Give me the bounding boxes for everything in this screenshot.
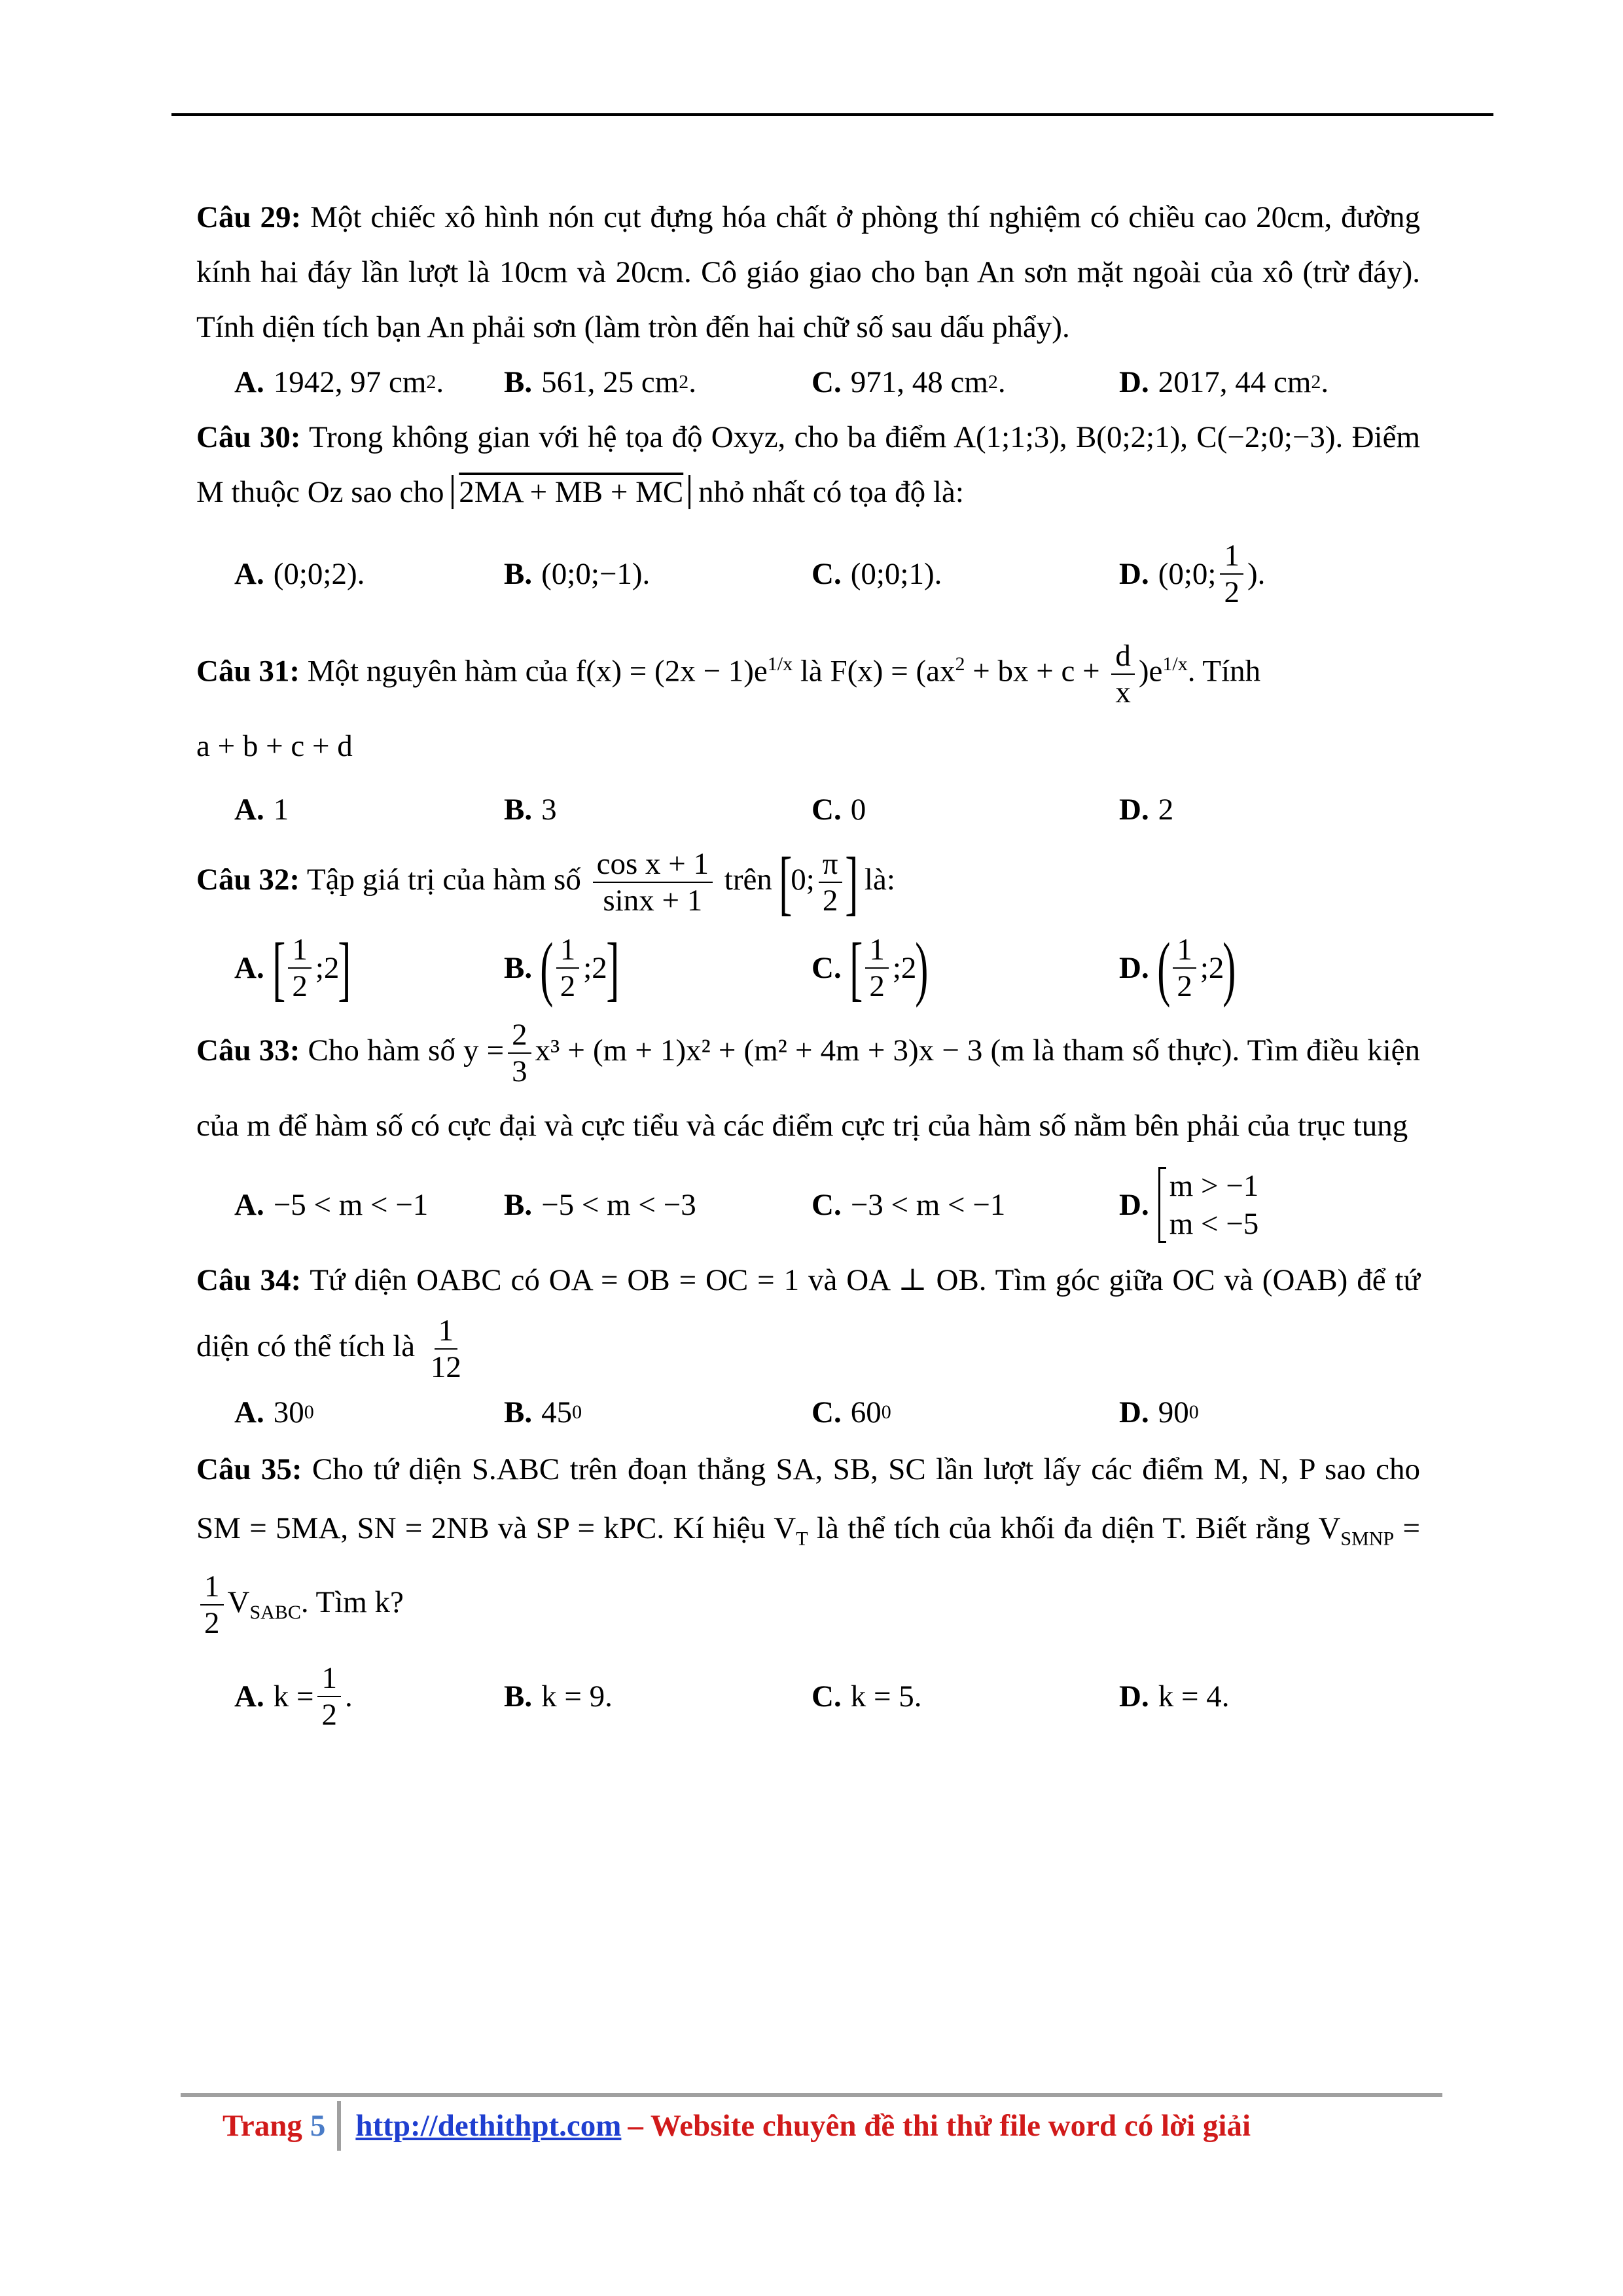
option-c[interactable]: C. [ $\frac{1}{2}$ ;2 ) bbox=[812, 927, 929, 1008]
option-d[interactable]: D. 2 bbox=[1119, 792, 1174, 827]
sum-expression: a + b + c + d bbox=[196, 728, 353, 763]
question-label: Câu 31: bbox=[196, 654, 300, 689]
question-text: Trong không gian với hệ tọa độ Oxyz, cho ba điểm bbox=[308, 420, 947, 454]
option-b[interactable]: B. (0;0;−1). bbox=[504, 557, 651, 591]
question-33: Câu 33: Cho hàm số y = $\frac{2}{3}$ x³ + (m + 1)x² + (m² + 4m + 3)x − 3 (m là tham số thực). Tìm điều kiện của m để hàm số có cực đại và cực tiểu và các điểm cực trị của hàm số nằm bên phải của trục tung bbox=[196, 1018, 1421, 1143]
option-d[interactable]: D. k = 4. bbox=[1119, 1679, 1230, 1713]
fraction: $\frac{1}{12}$ bbox=[430, 1314, 461, 1385]
question-label: Câu 33: bbox=[196, 1033, 300, 1067]
options-31 bbox=[196, 782, 1420, 837]
option-c[interactable]: C. 0 bbox=[812, 792, 866, 827]
fraction: $\frac{\text{cos x + 1}}{\sin x + 1}$ bbox=[593, 846, 713, 918]
option-d[interactable]: D. (0;0; $\frac{1}{2}$ ). bbox=[1119, 538, 1266, 609]
vector-sum: 2MA + MB + MC bbox=[452, 475, 690, 509]
fraction: $\frac{1}{2}$ bbox=[200, 1569, 224, 1641]
option-b[interactable]: B. 561, 25 cm 2 . bbox=[504, 365, 697, 399]
option-b[interactable]: B. k = 9. bbox=[504, 1679, 613, 1713]
footer-separator bbox=[337, 2101, 341, 2151]
option-d[interactable]: D. m > −1 m < −5 bbox=[1119, 1167, 1400, 1243]
question-30: Câu 30: Trong không gian với hệ tọa độ Oxyz, cho ba điểm A(1;1;3), B(0;2;1), C(−2;0;−3). Điểm M thuộc Oz sao cho 2MA + MB + MC nhỏ nhất có tọa độ là: bbox=[196, 420, 1421, 509]
option-a[interactable]: A. −5 < m < −1 bbox=[234, 1188, 429, 1223]
option-c[interactable]: C. k = 5. bbox=[812, 1679, 922, 1713]
question-label: Câu 35: bbox=[196, 1452, 302, 1487]
option-d[interactable]: D. 2017, 44 cm 2 . bbox=[1119, 365, 1329, 399]
header-rule bbox=[171, 113, 1493, 116]
function-f: f(x) = (2x − 1)e bbox=[575, 654, 768, 689]
footer-rule bbox=[181, 2093, 1442, 2097]
question-31: Câu 31: Một nguyên hàm của $f(x) = (2x - 1)e^{1/x}$ là $F(x) = (ax^2$ + bx + c + $\frac{d}{x}$ )$e^{1/x}$. Tính a + b + c + d bbox=[196, 638, 1261, 763]
fraction: $\frac{2}{3}$ bbox=[508, 1017, 531, 1089]
options-35 bbox=[196, 1654, 1420, 1739]
question-label: Câu 34: bbox=[196, 1263, 302, 1298]
question-34: Câu 34: Tứ diện OABC có OA = OB = OC = 1 và OA ⊥ OB. Tìm góc giữa OC và (OAB) để tứ diện có thể tích là $\frac{1}{12}$ bbox=[196, 1263, 1421, 1385]
options-29 bbox=[196, 355, 1420, 410]
option-a[interactable]: A. 1942, 97 cm 2 . bbox=[234, 365, 444, 399]
option-a[interactable]: A. 30 0 bbox=[234, 1395, 314, 1430]
options-30 bbox=[196, 531, 1420, 617]
option-a[interactable]: A. k = $\frac{1}{2}$ . bbox=[234, 1660, 353, 1732]
function-F: F(x) = (ax bbox=[830, 654, 955, 689]
question-label: Câu 29: bbox=[196, 200, 302, 234]
options-34 bbox=[196, 1385, 1420, 1440]
option-b[interactable]: B. 45 0 bbox=[504, 1395, 582, 1430]
function-expression: x³ + (m + 1)x² + (m² + 4m + 3)x − 3 bbox=[535, 1033, 983, 1067]
points-ab: A(1;1;3), B(0;2;1), bbox=[954, 420, 1188, 454]
question-label: Câu 30: bbox=[196, 420, 301, 454]
point-c: C(−2;0;−3). bbox=[1196, 420, 1344, 454]
fraction: $\frac{1}{2}$ bbox=[1220, 538, 1243, 610]
exam-content bbox=[196, 190, 1420, 1739]
inequality-system: m > −1 m < −5 bbox=[1158, 1167, 1259, 1243]
option-a[interactable]: A. 1 bbox=[234, 792, 289, 827]
fraction: $\frac{d}{x}$ bbox=[1111, 638, 1135, 710]
page-label: Trang bbox=[223, 2109, 302, 2143]
option-b[interactable]: B. −5 < m < −3 bbox=[504, 1188, 696, 1223]
website-link[interactable]: http://dethithpt.com bbox=[355, 2109, 622, 2143]
question-29 bbox=[196, 190, 1420, 355]
footer-tagline: – Website chuyên đề thi thử file word có lời giải bbox=[628, 2109, 1251, 2143]
options-33 bbox=[196, 1162, 1420, 1247]
option-c[interactable]: C. −3 < m < −1 bbox=[812, 1188, 1006, 1223]
question-text: Một chiếc xô hình nón cụt đựng hóa chất ở phòng thí nghiệm có chiều cao 20cm, đường kính hai đáy lần lượt là 10cm và 20cm. Cô giáo giao cho bạn An sơn mặt ngoài của xô (trừ đáy). Tính diện tích bạn An phải sơn (làm tròn đến hai chữ số sau dấu phẩy). bbox=[196, 200, 1421, 344]
question-label: Câu 32: bbox=[196, 862, 300, 897]
question-32: Câu 32: Tập giá trị của hàm số $\frac{\text{cos x + 1}}{\sin x + 1}$ trên [0; $\frac{\pi}{2}$ ] là: bbox=[196, 842, 895, 923]
option-a[interactable]: A. (0;0;2). bbox=[234, 557, 365, 591]
page-footer bbox=[223, 2101, 1251, 2151]
option-c[interactable]: C. (0;0;1). bbox=[812, 557, 942, 591]
option-a[interactable]: A. [ $\frac{1}{2}$ ;2 ] bbox=[234, 927, 351, 1008]
option-b[interactable]: B. ( $\frac{1}{2}$ ;2 ] bbox=[504, 927, 620, 1008]
question-35: Câu 35: Cho tứ diện S.ABC trên đoạn thẳng SA, SB, SC lần lượt lấy các điểm M, N, P sao cho SM = 5MA, SN = 2NB và SP = kPC. Kí hiệu $V_T$ là thể tích của khối đa diện T. Biết rằng $V_{SMNP}$ = $\frac{1}{2}$ $V_{SABC}$. Tìm k? bbox=[196, 1452, 1421, 1640]
fraction: $\frac{\pi}{2}$ bbox=[819, 846, 842, 918]
option-c[interactable]: C. 971, 48 cm 2 . bbox=[812, 365, 1006, 399]
option-c[interactable]: C. 60 0 bbox=[812, 1395, 891, 1430]
options-32 bbox=[196, 922, 1420, 1014]
option-d[interactable]: D. ( $\frac{1}{2}$ ;2 ) bbox=[1119, 927, 1236, 1008]
page-number: 5 bbox=[310, 2109, 326, 2143]
option-b[interactable]: B. 3 bbox=[504, 792, 557, 827]
option-d[interactable]: D. 90 0 bbox=[1119, 1395, 1199, 1430]
